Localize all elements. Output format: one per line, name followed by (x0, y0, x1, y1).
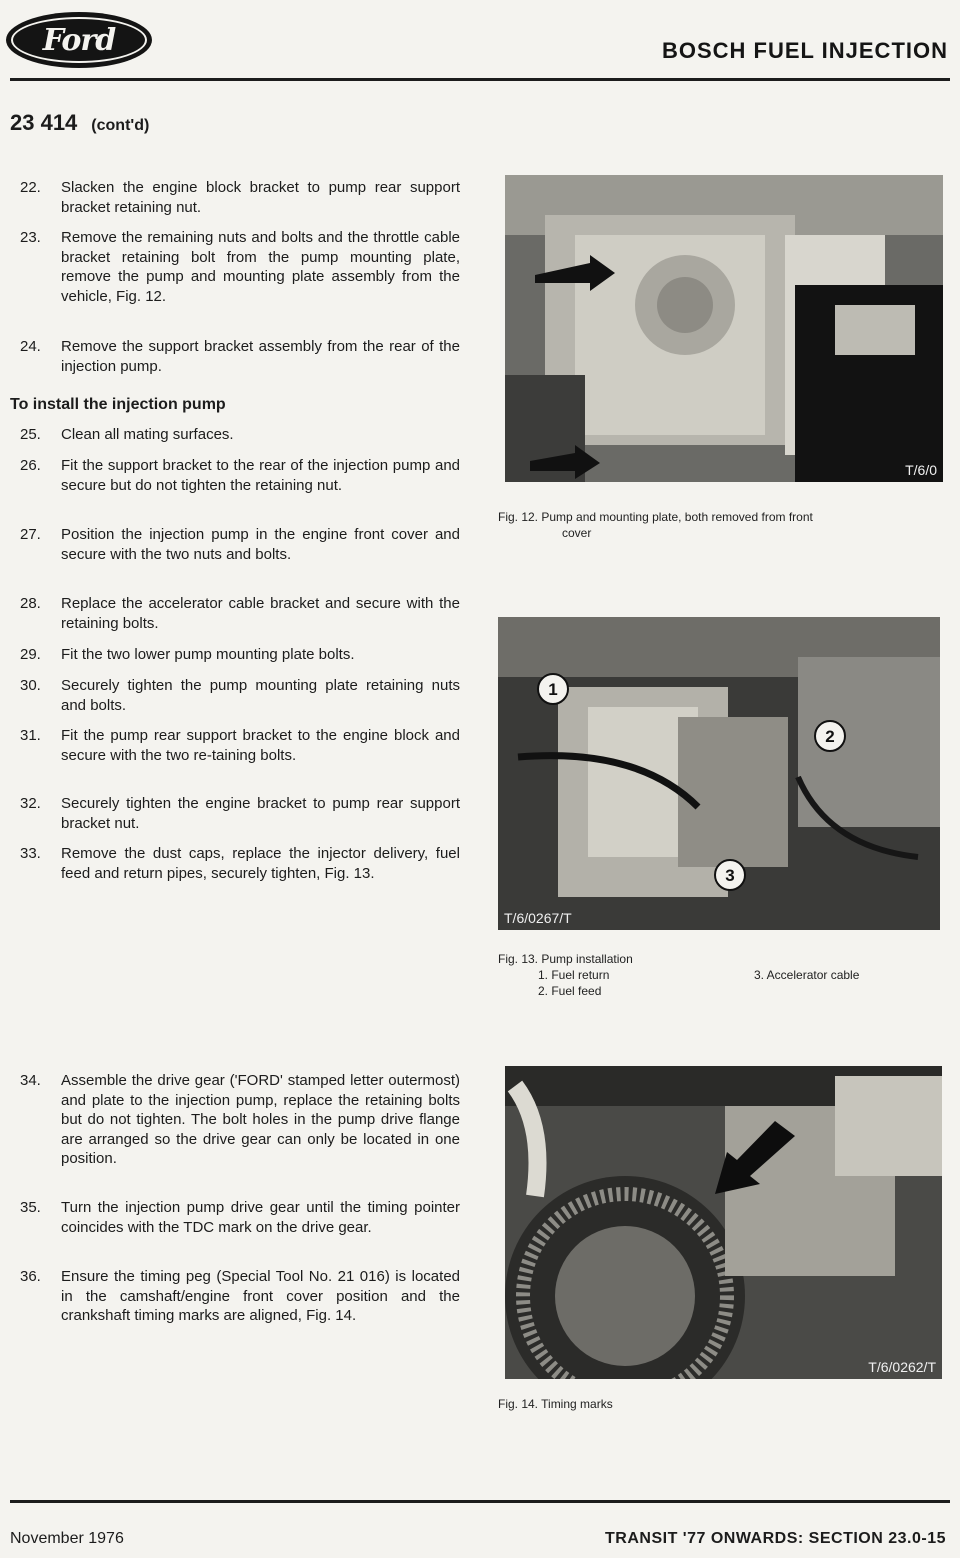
fig14-caption: Fig. 14. Timing marks (498, 1397, 613, 1411)
fig13-caption-title: Fig. 13. Pump installation (498, 952, 633, 966)
step-number: 28. (20, 595, 41, 612)
fig13-photo (498, 617, 940, 930)
list-item (20, 645, 460, 665)
fig14-photo (505, 1066, 942, 1379)
page-header-title: BOSCH FUEL INJECTION (661, 38, 948, 63)
step-number: 27. (20, 526, 41, 543)
fig13-legend-2: 2. Fuel feed (538, 984, 602, 998)
fig12-caption-line1: Fig. 12. Pump and mounting plate, both removed from front (498, 510, 813, 524)
step-number: 22. (20, 179, 41, 196)
step-number: 26. (20, 457, 41, 474)
step-number: 32. (20, 795, 41, 812)
list-item (20, 1267, 460, 1326)
fig13-caption (498, 951, 948, 999)
list-item (20, 844, 460, 883)
step-number: 34. (20, 1072, 41, 1089)
step-text: Securely tighten the pump mounting plate retaining nuts and bolts. (61, 677, 460, 714)
fig12-illustration (505, 175, 943, 482)
fig12-photo (505, 175, 943, 482)
footer-date: November 1976 (10, 1530, 124, 1547)
step-text: Fit the pump rear support bracket to the engine block and secure with the two re-taining bolts. (61, 727, 460, 764)
step-text: Fit the support bracket to the rear of the injection pump and secure but do not tighten the retaining nut. (61, 457, 460, 494)
step-number: 24. (20, 338, 41, 355)
fig12-caption-line2: cover (562, 526, 592, 540)
list-item (20, 456, 460, 495)
step-text: Turn the injection pump drive gear until the timing pointer coincides with the TDC mark on the drive gear. (61, 1199, 460, 1236)
step-text: Remove the dust caps, replace the injector delivery, fuel feed and return pipes, securely tighten, Fig. 13. (61, 845, 460, 882)
step-number: 31. (20, 727, 41, 744)
step-text: Position the injection pump in the engine front cover and secure with the two nuts and bolts. (61, 526, 460, 563)
step-number: 23. (20, 229, 41, 246)
section-suffix: (cont'd) (91, 117, 150, 134)
ford-logo (6, 12, 152, 68)
step-text: Ensure the timing peg (Special Tool No. 21 016) is located in the camshaft/engine front cover position and the crankshaft timing marks are aligned, Fig. 14. (61, 1268, 460, 1324)
fig12-plate-number: T/6/0 (905, 462, 937, 478)
step-number: 30. (20, 677, 41, 694)
step-number: 33. (20, 845, 41, 862)
step-text: Securely tighten the engine bracket to pump rear support bracket nut. (61, 795, 460, 832)
step-text: Slacken the engine block bracket to pump rear support bracket retaining nut. (61, 179, 460, 216)
step-text: Replace the accelerator cable bracket and secure with the retaining bolts. (61, 595, 460, 632)
step-number: 36. (20, 1268, 41, 1285)
callout-1-label: 1 (548, 680, 558, 699)
step-text: Fit the two lower pump mounting plate bolts. (61, 646, 355, 663)
ford-logo-oval (11, 17, 147, 63)
fig13-plate-number: T/6/0267/T (504, 910, 572, 926)
step-text: Clean all mating surfaces. (61, 426, 234, 443)
step-text: Assemble the drive gear ('FORD' stamped letter outermost) and plate to the injection pump, replace the retaining bolts but do not tighten. The bolt holes in the pump drive flange are arranged so the drive gear can only be located in one position. (61, 1072, 460, 1167)
list-item (20, 1071, 460, 1169)
list-item (20, 794, 460, 833)
list-item (20, 228, 460, 306)
section-heading (10, 110, 149, 136)
list-item (20, 1198, 460, 1237)
fig14-illustration (505, 1066, 942, 1379)
list-item (20, 726, 460, 765)
footer-rule (10, 1500, 950, 1503)
list-item (20, 178, 460, 217)
header-rule (10, 78, 950, 81)
step-number: 35. (20, 1199, 41, 1216)
section-number: 23 414 (10, 110, 78, 135)
step-number: 25. (20, 426, 41, 443)
fig13-legend-1: 1. Fuel return (538, 968, 610, 982)
callout-2-label: 2 (825, 727, 835, 746)
fig13-legend-3: 3. Accelerator cable (754, 968, 860, 982)
list-item (20, 525, 460, 564)
step-number: 29. (20, 646, 41, 663)
step-text: Remove the support bracket assembly from the rear of the injection pump. (61, 338, 460, 375)
fig12-caption (498, 509, 948, 541)
list-item (20, 337, 460, 376)
list-item (20, 425, 460, 445)
callout-3-label: 3 (725, 866, 735, 885)
step-text: Remove the remaining nuts and bolts and the throttle cable bracket retaining bolt from the pump mounting plate, remove the pump and mounting plate assembly from the vehicle, Fig. 12. (61, 229, 460, 305)
fig13-illustration (498, 617, 940, 930)
list-item (20, 676, 460, 715)
ford-logo-text: Ford (42, 22, 116, 58)
subheading: To install the injection pump (10, 396, 226, 413)
list-item (20, 594, 460, 633)
footer-section: TRANSIT '77 ONWARDS: SECTION 23.0-15 (605, 1530, 946, 1547)
fig14-plate-number: T/6/0262/T (868, 1359, 936, 1375)
